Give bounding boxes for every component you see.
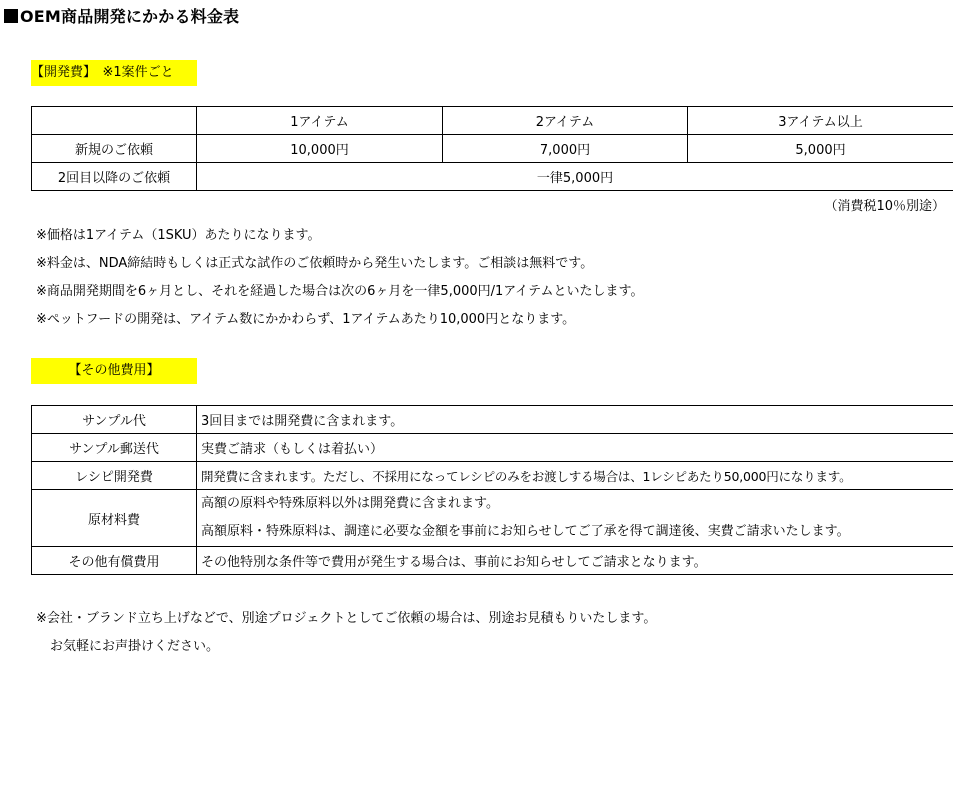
table-row <box>32 462 953 490</box>
note: ※ペットフードの開発は、アイテム数にかかわらず、1アイテムあたり10,000円となります。 <box>36 312 576 327</box>
row-text: 実費ご請求（もしくは着払い） <box>197 434 953 462</box>
table-row <box>32 434 953 462</box>
row-label: レシピ開発費 <box>32 462 197 490</box>
header-cell: 1アイテム <box>197 107 443 135</box>
page-title <box>4 4 239 27</box>
note: ※商品開発期間を6ヶ月とし、それを経過した場合は次の6ヶ月を一律5,000円/1アイテムといたします。 <box>36 284 644 299</box>
row-label: 原材料費 <box>32 490 197 547</box>
price-cell: 一律5,000円 <box>197 163 953 191</box>
row-label: 2回目以降のご依頼 <box>32 163 197 191</box>
table-row <box>32 547 953 575</box>
table-row <box>32 135 953 163</box>
row-text: その他特別な条件等で費用が発生する場合は、事前にお知らせしてご請求となります。 <box>197 547 953 575</box>
footer-note: お気軽にお声掛けください。 <box>50 639 220 654</box>
other-fee-table <box>31 405 953 575</box>
row-label: サンプル郵送代 <box>32 434 197 462</box>
header-cell: 3アイテム以上 <box>688 107 953 135</box>
table-row <box>32 490 953 547</box>
table-row <box>32 406 953 434</box>
header-cell <box>32 107 197 135</box>
black-square-icon <box>4 9 18 23</box>
row-text: 開発費に含まれます。ただし、不採用になってレシピのみをお渡しする場合は、1レシピあたり50,000円になります。 <box>197 462 953 490</box>
dev-fee-header-row <box>32 107 953 135</box>
row-text <box>197 490 953 547</box>
row-text-line: 高額の原料や特殊原料以外は開発費に含まれます。 <box>201 496 499 511</box>
page-title-text: OEM商品開発にかかる料金表 <box>20 7 240 26</box>
tax-note: （消費税10％別途） <box>824 199 945 214</box>
row-text: 3回目までは開発費に含まれます。 <box>197 406 953 434</box>
header-cell: 2アイテム <box>443 107 688 135</box>
other-fee-heading: 【その他費用】 <box>31 358 197 384</box>
footer-note: ※会社・ブランド立ち上げなどで、別途プロジェクトとしてご依頼の場合は、別途お見積もりいたします。 <box>36 611 657 626</box>
dev-fee-table <box>31 106 953 191</box>
row-label: 新規のご依頼 <box>32 135 197 163</box>
price-cell: 5,000円 <box>688 135 953 163</box>
row-text-line: 高額原料・特殊原料は、調達に必要な金額を事前にお知らせしてご了承を得て調達後、実費ご請求いたします。 <box>201 524 850 539</box>
price-cell: 7,000円 <box>443 135 688 163</box>
table-row <box>32 163 953 191</box>
note: ※料金は、NDA締結時もしくは正式な試作のご依頼時から発生いたします。ご相談は無料です。 <box>36 256 594 271</box>
row-label: サンプル代 <box>32 406 197 434</box>
dev-fee-heading: 【開発費】 ※1案件ごと <box>31 60 197 86</box>
row-label: その他有償費用 <box>32 547 197 575</box>
note: ※価格は1アイテム（1SKU）あたりになります。 <box>36 228 321 243</box>
price-cell: 10,000円 <box>197 135 443 163</box>
